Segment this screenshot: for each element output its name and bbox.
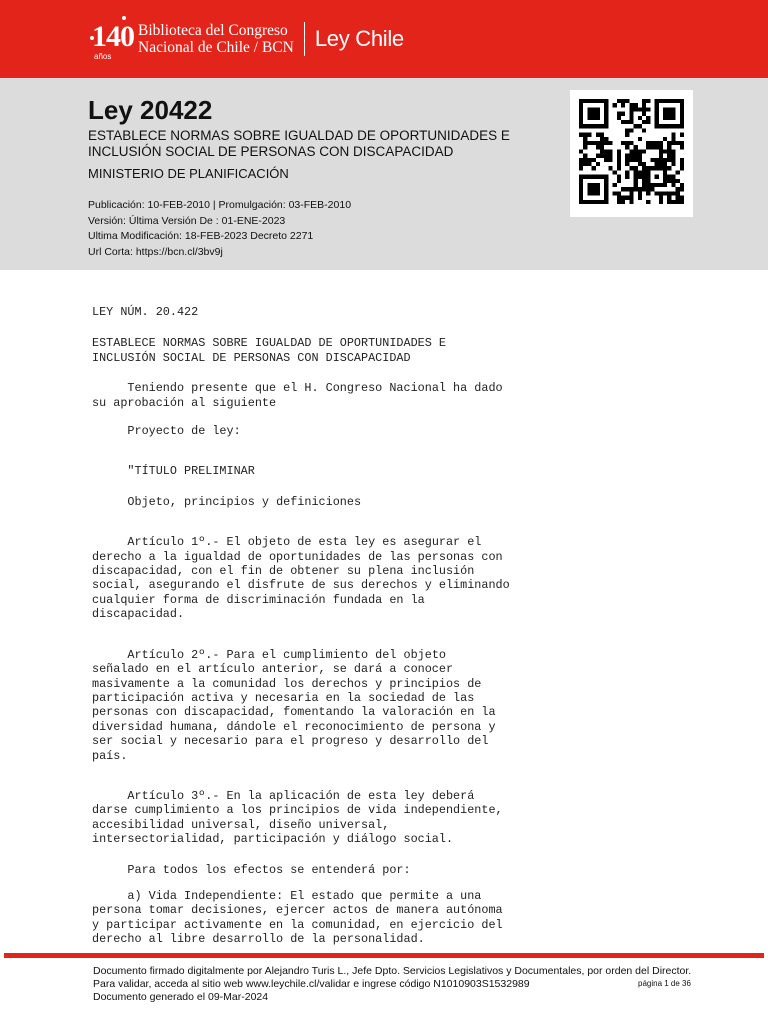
- body-paragraph: a) Vida Independiente: El estado que permite a una persona tomar decisiones, ejercer actos de manera autónoma y participar activamente en la comunidad, en ejercicio del derecho al libre desarrollo de la personalidad.: [92, 888, 503, 947]
- body-paragraph: ESTABLECE NORMAS SOBRE IGUALDAD DE OPORTUNIDADES E INCLUSIÓN SOCIAL DE PERSONAS CON DISCAPACIDAD: [92, 336, 446, 365]
- body-paragraph: Artículo 2º.- Para el cumplimiento del objeto señalado en el artículo anterior, se dará a conocer masivamente a la comunidad los derechos y principios de participación activa y necesaria en la sociedad de las personas con discapacidad, fomentando la valoración en la diversidad humana, dándole el reconocimiento de persona y ser social y necesario para el progreso y desarrollo del país.: [92, 647, 496, 763]
- law-body: [92, 291, 652, 947]
- ley-chile-wordmark: Ley Chile: [314, 26, 404, 51]
- validation-note: Para validar, acceda al sitio web www.leychile.cl/validar e ingrese código N1010903S1532989: [93, 978, 530, 990]
- law-subtitle: ESTABLECE NORMAS SOBRE IGUALDAD DE OPORTUNIDADES E INCLUSIÓN SOCIAL DE PERSONAS CON DISCAPACIDAD: [88, 128, 510, 159]
- footer-divider: [4, 953, 764, 958]
- body-paragraph: Teniendo presente que el H. Congreso Nacional ha dado su aprobación al siguiente: [92, 381, 503, 410]
- top-brand-bar: [0, 0, 768, 78]
- body-paragraph: LEY NÚM. 20.422: [92, 305, 199, 319]
- qr-code-icon: [570, 90, 693, 217]
- last-modification: Ultima Modificación: 18-FEB-2023 Decreto 2271: [88, 230, 314, 242]
- body-paragraph: Objeto, principios y definiciones: [92, 494, 362, 509]
- version-info: Versión: Última Versión De : 01-ENE-2023: [88, 214, 286, 227]
- law-metadata: [88, 198, 351, 260]
- bcn-logo[interactable]: [90, 14, 404, 64]
- ministry-name: MINISTERIO DE PLANIFICACIÓN: [88, 166, 289, 181]
- library-name-line2: Nacional de Chile / BCN: [138, 39, 294, 56]
- logo-divider: [304, 22, 305, 56]
- anniversary-number: 140: [92, 20, 134, 53]
- page-number: página 1 de 36: [638, 979, 691, 988]
- publication-dates: Publicación: 10-FEB-2010 | Promulgación: 03-FEB-2010: [88, 199, 352, 211]
- generated-date: Documento generado el 09-Mar-2024: [93, 991, 269, 1003]
- body-paragraph: Artículo 3º.- En la aplicación de esta ley deberá darse cumplimiento a los principios de vida independiente, accesibilidad universal, diseño universal, intersectorialidad, participación y diálogo social.: [92, 788, 503, 847]
- library-name: [138, 22, 294, 56]
- body-paragraph: "TÍTULO PRELIMINAR: [92, 464, 255, 479]
- body-paragraph: Para todos los efectos se entenderá por:: [92, 862, 411, 877]
- law-header: [0, 78, 768, 270]
- body-paragraph: Proyecto de ley:: [92, 424, 241, 439]
- qr-code-graphic: [579, 99, 684, 204]
- anniversary-badge: [90, 14, 132, 64]
- library-name-line1: Biblioteca del Congreso: [138, 22, 288, 39]
- law-title: Ley 20422: [88, 95, 213, 125]
- body-paragraph: Artículo 1º.- El objeto de esta ley es asegurar el derecho a la igualdad de oportunidades de las personas con discapacidad, con el fin de obtener su plena inclusión social, asegurando el disfrute de sus derechos y eliminando cualquier forma de discriminación fundada en la discapacidad.: [92, 535, 510, 622]
- signature-note: Documento firmado digitalmente por Alejandro Turis L., Jefe Dpto. Servicios Legislativos y Documentales, por orden del Director.: [93, 965, 692, 977]
- anniversary-label: años: [94, 52, 112, 61]
- short-url[interactable]: Url Corta: https://bcn.cl/3bv9j: [88, 245, 223, 258]
